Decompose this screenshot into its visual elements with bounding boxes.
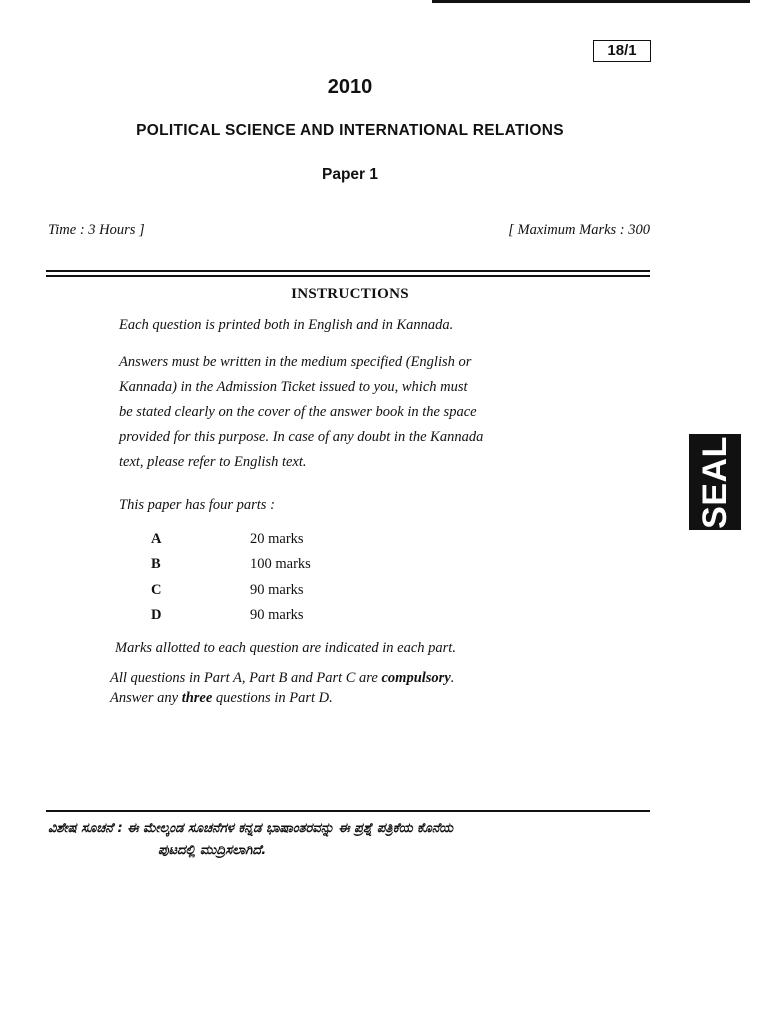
subject-title: POLITICAL SCIENCE AND INTERNATIONAL RELATIONS: [136, 122, 564, 139]
part-letter-b: B: [151, 556, 161, 572]
compulsory-emphasis: compulsory: [381, 670, 451, 686]
paper-code-box: 18/1: [593, 40, 651, 62]
kannada-note-line2: ಪುಟದಲ್ಲಿ ಮುದ್ರಿಸಲಾಗಿದೆ.: [158, 843, 267, 858]
optional-line-end: questions in Part D.: [212, 690, 333, 706]
kannada-special-note: [48, 818, 658, 862]
instruction-medium-line: Answers must be written in the medium specified (English or: [119, 354, 472, 370]
seal-text: SEAL: [695, 435, 734, 529]
parts-intro: This paper has four parts :: [119, 497, 275, 513]
seal-stamp: [689, 434, 741, 530]
instruction-medium-line: provided for this purpose. In case of any doubt in the Kannada: [119, 429, 484, 445]
part-marks-c: 90 marks: [250, 582, 304, 598]
part-marks-d: 90 marks: [250, 607, 304, 623]
time-allowed: Time : 3 Hours ]: [48, 222, 145, 238]
compulsory-line-end: .: [450, 670, 455, 686]
part-letter-c: C: [151, 582, 162, 598]
part-letter-a: A: [151, 531, 162, 547]
part-marks-a: 20 marks: [250, 531, 304, 547]
marks-allotted-note: Marks allotted to each question are indicated in each part.: [115, 640, 456, 656]
instruction-medium-line: text, please refer to English text.: [119, 454, 307, 470]
double-rule-bottom: [46, 275, 650, 277]
part-marks-b: 100 marks: [250, 556, 311, 572]
instruction-medium-line: be stated clearly on the cover of the answer book in the space: [119, 404, 477, 420]
compulsory-line-text: All questions in Part A, Part B and Part C are: [110, 670, 382, 686]
optional-line: [110, 688, 454, 708]
instructions-heading: INSTRUCTIONS: [291, 286, 409, 302]
maximum-marks: [ Maximum Marks : 300: [508, 222, 650, 238]
instruction-medium-line: Kannada) in the Admission Ticket issued to you, which must: [119, 379, 468, 395]
top-rule: [432, 0, 750, 3]
kannada-note-line1: ವಿಶೇಷ ಸೂಚನೆ : ಈ ಮೇಲ್ಕಂಡ ಸೂಚನೆಗಳ ಕನ್ನಡ ಭಾಷಾಂತರವನ್ನು ಈ ಪ್ರಶ್ನೆ ಪತ್ರಿಕೆಯ ಕೊನೆಯ: [48, 821, 454, 836]
optional-line-text: Answer any: [110, 690, 182, 706]
optional-emphasis: three: [181, 690, 213, 706]
compulsory-line: [110, 668, 454, 688]
kannada-note-rule: [46, 810, 650, 812]
instruction-language: Each question is printed both in English and in Kannada.: [119, 317, 454, 333]
exam-year: 2010: [327, 76, 373, 98]
compulsory-note: [110, 668, 454, 708]
double-rule-top: [46, 270, 650, 272]
paper-number: Paper 1: [321, 166, 378, 183]
part-letter-d: D: [151, 607, 162, 623]
instruction-medium: [119, 350, 589, 475]
